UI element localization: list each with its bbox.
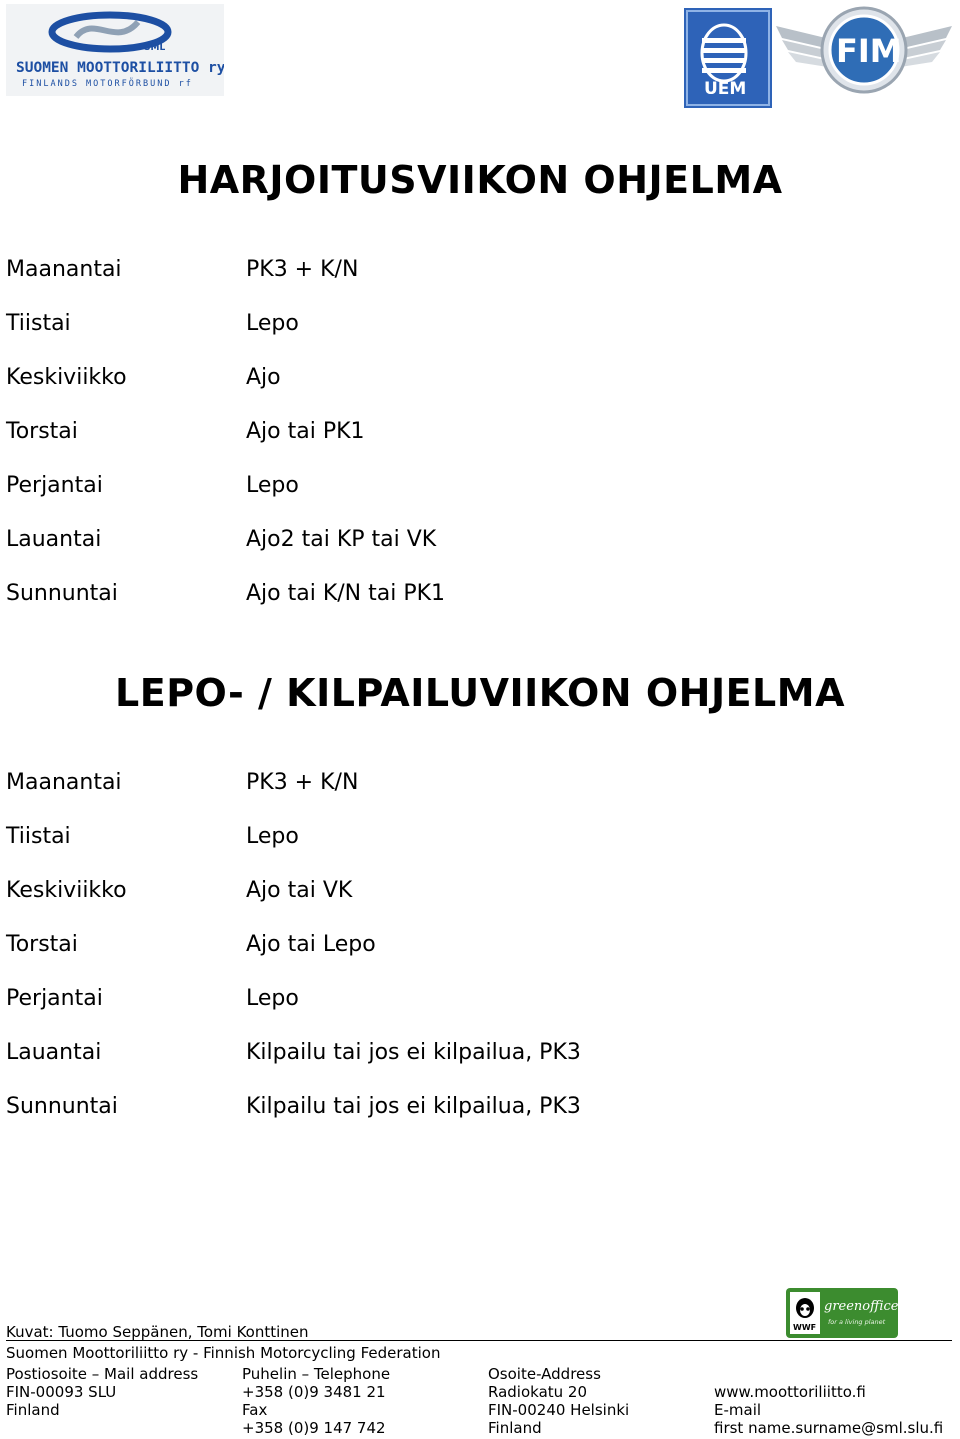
training-week-title: HARJOITUSVIIKON OHJELMA bbox=[177, 158, 783, 202]
day-label: Tiistai bbox=[6, 311, 71, 336]
day-label: Lauantai bbox=[6, 527, 102, 552]
schedule-row bbox=[6, 767, 906, 821]
address-city: FIN-00240 Helsinki bbox=[488, 1401, 630, 1419]
wwf-logo-text: greenoffice bbox=[824, 1299, 898, 1314]
day-label: Tiistai bbox=[6, 824, 71, 849]
plan-text: Kilpailu tai jos ei kilpailua, PK3 bbox=[246, 1094, 581, 1119]
schedule-row bbox=[6, 416, 906, 470]
organization-name: Suomen Moottoriliitto ry - Finnish Motorcycling Federation bbox=[6, 1344, 441, 1362]
schedule-row bbox=[6, 254, 906, 308]
schedule-row bbox=[6, 578, 906, 632]
plan-text: Lepo bbox=[246, 824, 299, 849]
plan-text: PK3 + K/N bbox=[246, 770, 359, 795]
day-label: Torstai bbox=[6, 932, 78, 957]
wwf-green-office-logo bbox=[786, 1288, 898, 1338]
web-column bbox=[714, 1383, 943, 1437]
day-label: Perjantai bbox=[6, 986, 103, 1011]
plan-text: Ajo2 tai KP tai VK bbox=[246, 527, 437, 552]
sml-logo-name: SUOMEN MOOTTORILIITTO ry bbox=[16, 60, 224, 76]
schedule-row bbox=[6, 821, 906, 875]
email-address[interactable]: first name.surname@sml.slu.fi bbox=[714, 1419, 944, 1437]
plan-text: PK3 + K/N bbox=[246, 257, 359, 282]
schedule-row bbox=[6, 929, 906, 983]
schedule-row bbox=[6, 308, 906, 362]
wwf-brand: WWF bbox=[793, 1323, 817, 1332]
fim-logo bbox=[772, 4, 956, 100]
sml-logo-subtitle: FINLANDS MOTORFÖRBUND rf bbox=[22, 79, 193, 89]
address-country: Finland bbox=[488, 1419, 542, 1437]
day-label: Torstai bbox=[6, 419, 78, 444]
fim-logo-text: FIM bbox=[836, 32, 902, 70]
street-address-column bbox=[488, 1365, 629, 1437]
schedule-row bbox=[6, 524, 906, 578]
sml-logo-mark: SML bbox=[144, 43, 166, 53]
fax-label: Fax bbox=[242, 1401, 268, 1419]
schedule-row bbox=[6, 875, 906, 929]
phone-heading: Puhelin – Telephone bbox=[242, 1365, 391, 1383]
postal-line2: Finland bbox=[6, 1401, 60, 1419]
uem-logo-text: UEM bbox=[704, 79, 747, 99]
day-label: Perjantai bbox=[6, 473, 103, 498]
plan-text: Ajo tai K/N tai PK1 bbox=[246, 581, 446, 606]
day-label: Keskiviikko bbox=[6, 878, 127, 903]
postal-line1: FIN-00093 SLU bbox=[6, 1383, 117, 1401]
day-label: Maanantai bbox=[6, 770, 122, 795]
address-heading: Osoite-Address bbox=[488, 1365, 601, 1383]
plan-text: Kilpailu tai jos ei kilpailua, PK3 bbox=[246, 1040, 581, 1065]
address-street: Radiokatu 20 bbox=[488, 1383, 588, 1401]
day-label: Keskiviikko bbox=[6, 365, 127, 390]
sml-logo bbox=[6, 4, 224, 96]
fax-number: +358 (0)9 147 742 bbox=[242, 1419, 386, 1437]
competition-week-title: LEPO- / KILPAILUVIIKON OHJELMA bbox=[115, 671, 845, 715]
plan-text: Lepo bbox=[246, 986, 299, 1011]
phone-number: +358 (0)9 3481 21 bbox=[242, 1383, 386, 1401]
day-label: Sunnuntai bbox=[6, 1094, 118, 1119]
schedule-row bbox=[6, 1091, 906, 1145]
competition-week-schedule bbox=[6, 767, 906, 1145]
wwf-logo-tagline: for a living planet bbox=[828, 1318, 886, 1326]
postal-heading: Postiosoite – Mail address bbox=[6, 1365, 199, 1383]
schedule-row bbox=[6, 1037, 906, 1091]
training-week-schedule bbox=[6, 254, 906, 632]
plan-text: Lepo bbox=[246, 473, 299, 498]
plan-text: Ajo tai Lepo bbox=[246, 932, 376, 957]
day-label: Sunnuntai bbox=[6, 581, 118, 606]
email-label: E-mail bbox=[714, 1401, 762, 1419]
footer-divider bbox=[6, 1340, 952, 1341]
uem-logo bbox=[684, 8, 772, 108]
day-label: Maanantai bbox=[6, 257, 122, 282]
postal-address-column bbox=[6, 1365, 198, 1419]
photo-credits: Kuvat: Tuomo Seppänen, Tomi Konttinen bbox=[6, 1323, 309, 1341]
plan-text: Ajo tai VK bbox=[246, 878, 353, 903]
phone-column bbox=[242, 1365, 390, 1437]
day-label: Lauantai bbox=[6, 1040, 102, 1065]
plan-text: Lepo bbox=[246, 311, 299, 336]
website-link[interactable]: www.moottoriliitto.fi bbox=[714, 1383, 866, 1401]
plan-text: Ajo bbox=[246, 365, 281, 390]
schedule-row bbox=[6, 362, 906, 416]
plan-text: Ajo tai PK1 bbox=[246, 419, 365, 444]
schedule-row bbox=[6, 470, 906, 524]
schedule-row bbox=[6, 983, 906, 1037]
